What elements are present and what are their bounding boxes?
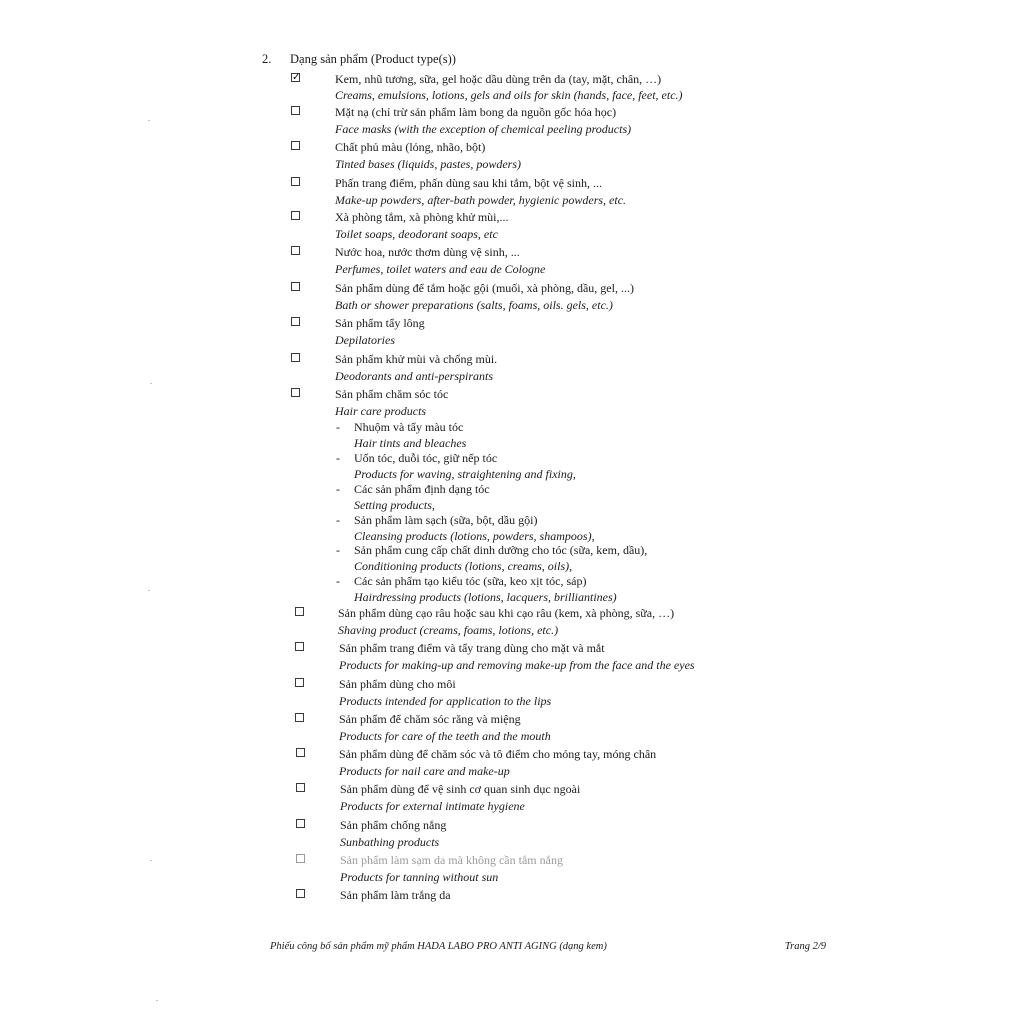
item-label-vi: Mặt nạ (chỉ trừ sản phẩm làm bong da nguồn gốc hóa học) — [335, 105, 617, 119]
scan-speck — [148, 120, 150, 121]
checkbox[interactable] — [295, 642, 304, 651]
sub-label-en: Hairdressing products (lotions, lacquers, brilliantines) — [354, 590, 617, 604]
item-label-en: Bath or shower preparations (salts, foams, oils. gels, etc.) — [335, 298, 613, 312]
item-label-en: Creams, emulsions, lotions, gels and oils for skin (hands, face, feet, etc.) — [335, 88, 683, 102]
section-heading — [262, 51, 456, 67]
checkbox[interactable] — [291, 282, 300, 291]
checkbox[interactable] — [291, 246, 300, 255]
dash-bullet: - — [336, 420, 340, 434]
item-label-en: Products for nail care and make-up — [339, 764, 510, 778]
item-label-en: Products for making-up and removing make-up from the face and the eyes — [339, 658, 695, 672]
item-label-en: Make-up powders, after-bath powder, hygienic powders, etc. — [335, 193, 627, 207]
sub-label-en: Products for waving, straightening and fixing, — [354, 467, 576, 481]
dash-bullet: - — [336, 574, 340, 588]
item-label-en: Depilatories — [335, 333, 395, 347]
checkbox[interactable] — [296, 748, 305, 757]
sub-label-vi: Uốn tóc, duỗi tóc, giữ nếp tóc — [354, 451, 498, 465]
sub-label-en: Cleansing products (lotions, powders, shampoos), — [354, 529, 595, 543]
checkbox[interactable] — [295, 713, 304, 722]
checkbox[interactable] — [291, 106, 300, 115]
item-label-vi: Chất phủ màu (lỏng, nhão, bột) — [335, 140, 486, 154]
dash-bullet: - — [336, 451, 340, 465]
checkbox[interactable] — [291, 73, 300, 82]
item-label-vi: Xà phòng tắm, xà phòng khử mùi,... — [335, 210, 509, 224]
checkbox[interactable] — [291, 141, 300, 150]
section-title-text: Dạng sản phẩm (Product type(s)) — [290, 52, 456, 66]
footer-document-title: Phiếu công bố sản phẩm mỹ phẩm HADA LABO PRO ANTI AGING (dạng kem) — [270, 941, 607, 952]
item-label-vi: Nước hoa, nước thơm dùng vệ sinh, ... — [335, 245, 520, 259]
item-label-vi: Sản phẩm làm trắng da — [340, 888, 451, 902]
item-label-en: Deodorants and anti-perspirants — [335, 369, 494, 383]
sub-label-vi: Sản phẩm làm sạch (sữa, bột, dầu gội) — [354, 513, 538, 527]
checkbox[interactable] — [296, 854, 305, 863]
item-label-en: Hair care products — [335, 404, 427, 418]
checkmark-icon: ✓ — [292, 72, 301, 83]
item-label-vi: Sản phẩm dùng để vệ sinh cơ quan sinh dục ngoài — [340, 782, 581, 796]
checkbox[interactable] — [291, 317, 300, 326]
scan-speck — [156, 1000, 158, 1001]
item-label-vi: Sản phẩm tẩy lông — [335, 316, 425, 330]
checkbox[interactable] — [296, 819, 305, 828]
item-label-en: Products for tanning without sun — [340, 870, 499, 884]
item-label-en: Toilet soaps, deodorant soaps, etc — [335, 227, 498, 241]
sub-label-vi: Các sản phẩm định dạng tóc — [354, 482, 490, 496]
sub-label-en: Hair tints and bleaches — [354, 436, 467, 450]
item-label-vi: Sản phẩm khử mùi và chống mùi. — [335, 352, 498, 366]
item-label-en: Products for external intimate hygiene — [340, 799, 525, 813]
checkbox[interactable] — [291, 388, 300, 397]
item-label-vi: Sản phẩm chống nắng — [340, 818, 447, 832]
checkbox[interactable] — [291, 211, 300, 220]
sub-label-en: Setting products, — [354, 498, 435, 512]
dash-bullet: - — [336, 543, 340, 557]
dash-bullet: - — [336, 513, 340, 527]
scan-speck — [150, 860, 152, 861]
checkbox[interactable] — [296, 889, 305, 898]
item-label-vi: Sản phẩm dùng cho môi — [339, 677, 456, 691]
item-label-en: Products intended for application to the lips — [339, 694, 552, 708]
sub-label-vi: Nhuộm và tẩy màu tóc — [354, 420, 464, 434]
item-label-vi: Sản phẩm dùng cạo râu hoặc sau khi cạo râu (kem, xà phòng, sữa, …) — [338, 606, 675, 620]
item-label-en: Products for care of the teeth and the mouth — [339, 729, 551, 743]
sub-label-vi: Sản phẩm cung cấp chất dinh dưỡng cho tóc (sữa, kem, dầu), — [354, 543, 648, 557]
item-label-en: Shaving product (creams, foams, lotions, etc.) — [338, 623, 559, 637]
item-label-en: Sunbathing products — [340, 835, 440, 849]
item-label-vi: Sản phẩm để chăm sóc răng và miệng — [339, 712, 521, 726]
sub-label-en: Conditioning products (lotions, creams, oils), — [354, 559, 573, 573]
sub-label-vi: Các sản phẩm tạo kiểu tóc (sữa, keo xịt tóc, sáp) — [354, 574, 587, 588]
item-label-en: Perfumes, toilet waters and eau de Cologne — [335, 262, 546, 276]
scan-speck — [150, 383, 152, 384]
item-label-en: Tinted bases (liquids, pastes, powders) — [335, 157, 522, 171]
section-number: 2. — [262, 52, 272, 66]
scan-speck — [148, 590, 150, 591]
dash-bullet: - — [336, 482, 340, 496]
item-label-vi: Sản phẩm dùng để chăm sóc và tô điểm cho móng tay, móng chân — [339, 747, 657, 761]
item-label-vi: Sản phẩm chăm sóc tóc — [335, 387, 449, 401]
checkbox[interactable] — [291, 353, 300, 362]
checkbox[interactable] — [296, 783, 305, 792]
item-label-vi: Kem, nhũ tương, sữa, gel hoặc dầu dùng trên da (tay, mặt, chân, …) — [335, 72, 662, 86]
checkbox[interactable] — [291, 177, 300, 186]
checkbox[interactable] — [295, 607, 304, 616]
item-label-vi: Sản phẩm dùng để tắm hoặc gội (muối, xà phòng, dầu, gel, ...) — [335, 281, 634, 295]
item-label-vi: Phấn trang điểm, phấn dùng sau khi tắm, bột vệ sinh, ... — [335, 176, 602, 190]
item-label-vi: Sản phẩm làm sạm da mà không cần tắm nắng — [340, 853, 563, 867]
item-label-vi: Sản phẩm trang điểm và tẩy trang dùng cho mặt và mắt — [339, 641, 605, 655]
checkbox[interactable] — [295, 678, 304, 687]
item-label-en: Face masks (with the exception of chemical peeling products) — [335, 122, 632, 136]
footer-page-number: Trang 2/9 — [784, 941, 826, 952]
